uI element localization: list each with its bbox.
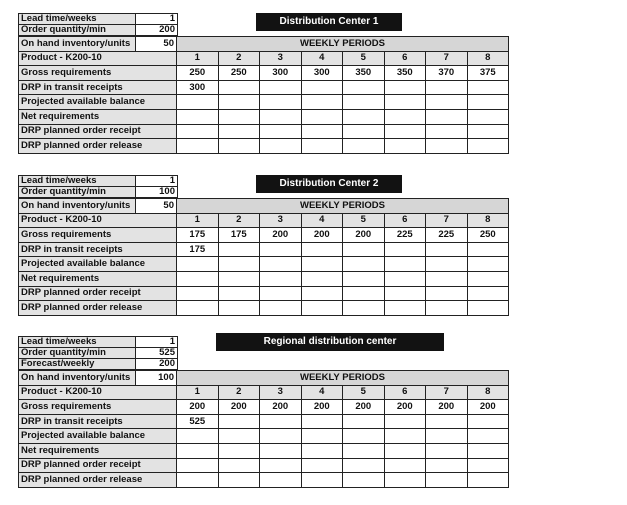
period-number: 8 — [467, 213, 509, 228]
table-cell[interactable]: 300 — [177, 80, 219, 95]
parameter-value: 525 — [136, 348, 178, 359]
table-cell[interactable] — [426, 458, 468, 473]
table-cell[interactable] — [177, 257, 219, 272]
table-row — [19, 124, 509, 139]
dc2-parameters-table — [18, 175, 178, 198]
row-label: DRP in transit receipts — [19, 414, 177, 429]
table-cell[interactable]: 250 — [467, 228, 509, 243]
table-cell[interactable] — [301, 473, 343, 488]
table-cell[interactable] — [218, 80, 260, 95]
table-cell[interactable] — [426, 443, 468, 458]
table-cell[interactable]: 300 — [301, 66, 343, 81]
dc1-drp-table — [18, 36, 509, 154]
table-cell[interactable] — [177, 124, 219, 139]
table-cell[interactable] — [260, 139, 302, 154]
dc1-title-badge: Distribution Center 1 — [256, 13, 402, 31]
table-cell[interactable] — [301, 124, 343, 139]
table-cell[interactable] — [426, 139, 468, 154]
table-cell[interactable]: 200 — [426, 400, 468, 415]
table-cell[interactable] — [301, 286, 343, 301]
period-number: 4 — [301, 213, 343, 228]
table-cell[interactable] — [384, 286, 426, 301]
row-label: Net requirements — [19, 271, 177, 286]
table-cell[interactable] — [343, 257, 385, 272]
product-row — [19, 385, 509, 400]
period-number: 6 — [384, 385, 426, 400]
table-cell[interactable] — [384, 473, 426, 488]
row-label: Gross requirements — [19, 228, 177, 243]
table-row — [19, 228, 509, 243]
period-number: 2 — [218, 385, 260, 400]
table-cell[interactable] — [467, 458, 509, 473]
on-hand-row — [19, 371, 509, 386]
row-label: DRP planned order release — [19, 139, 177, 154]
table-cell[interactable]: 200 — [343, 228, 385, 243]
table-cell[interactable] — [260, 257, 302, 272]
table-cell[interactable]: 175 — [177, 242, 219, 257]
table-cell[interactable]: 200 — [218, 400, 260, 415]
table-cell[interactable] — [218, 124, 260, 139]
parameter-row — [19, 14, 178, 25]
table-cell[interactable]: 200 — [177, 400, 219, 415]
table-cell[interactable]: 200 — [343, 400, 385, 415]
period-number: 1 — [177, 213, 219, 228]
table-row — [19, 286, 509, 301]
table-cell[interactable] — [218, 286, 260, 301]
product-label: Product - K200-10 — [19, 51, 177, 66]
table-cell[interactable] — [384, 139, 426, 154]
row-label: Projected available balance — [19, 257, 177, 272]
period-number: 1 — [177, 385, 219, 400]
on-hand-row — [19, 199, 509, 214]
period-number: 2 — [218, 51, 260, 66]
rdc-drp-table — [18, 370, 509, 488]
dc1-section — [18, 13, 508, 154]
period-number: 1 — [177, 51, 219, 66]
period-number: 3 — [260, 51, 302, 66]
table-cell[interactable] — [384, 80, 426, 95]
table-cell[interactable] — [260, 301, 302, 316]
on-hand-value: 50 — [136, 37, 177, 52]
table-cell[interactable] — [301, 80, 343, 95]
table-cell[interactable] — [301, 257, 343, 272]
table-cell[interactable] — [177, 458, 219, 473]
table-cell[interactable] — [260, 80, 302, 95]
table-cell[interactable] — [218, 95, 260, 110]
table-cell[interactable]: 250 — [177, 66, 219, 81]
table-cell[interactable] — [467, 242, 509, 257]
table-cell[interactable] — [260, 443, 302, 458]
table-cell[interactable] — [467, 443, 509, 458]
parameter-label: Forecast/weekly — [19, 359, 136, 370]
table-cell[interactable] — [218, 429, 260, 444]
table-cell[interactable] — [426, 109, 468, 124]
parameter-value: 1 — [136, 14, 178, 25]
dc2-title-badge: Distribution Center 2 — [256, 175, 402, 193]
table-cell[interactable] — [218, 242, 260, 257]
table-cell[interactable] — [218, 139, 260, 154]
table-cell[interactable] — [384, 414, 426, 429]
table-cell[interactable] — [177, 109, 219, 124]
table-cell[interactable] — [343, 271, 385, 286]
table-cell[interactable] — [426, 80, 468, 95]
table-cell[interactable] — [467, 414, 509, 429]
table-row — [19, 66, 509, 81]
on-hand-label: On hand inventory/units — [19, 371, 136, 386]
table-cell[interactable] — [301, 429, 343, 444]
period-number: 7 — [426, 213, 468, 228]
table-cell[interactable] — [467, 109, 509, 124]
table-cell[interactable] — [343, 301, 385, 316]
table-cell[interactable] — [218, 458, 260, 473]
table-cell[interactable] — [260, 473, 302, 488]
table-cell[interactable] — [301, 95, 343, 110]
product-row — [19, 51, 509, 66]
table-cell[interactable]: 225 — [384, 228, 426, 243]
table-cell[interactable] — [260, 429, 302, 444]
table-cell[interactable] — [177, 286, 219, 301]
table-cell[interactable] — [467, 473, 509, 488]
table-cell[interactable] — [343, 458, 385, 473]
table-cell[interactable] — [301, 271, 343, 286]
parameter-label: Order quantity/min — [19, 348, 136, 359]
table-cell[interactable]: 200 — [384, 400, 426, 415]
table-row — [19, 301, 509, 316]
parameter-row — [19, 25, 178, 36]
row-label: Net requirements — [19, 443, 177, 458]
period-number: 6 — [384, 213, 426, 228]
on-hand-row — [19, 37, 509, 52]
table-cell[interactable] — [260, 271, 302, 286]
table-row — [19, 429, 509, 444]
product-label: Product - K200-10 — [19, 213, 177, 228]
table-cell[interactable]: 525 — [177, 414, 219, 429]
table-cell[interactable] — [384, 124, 426, 139]
table-row — [19, 139, 509, 154]
table-cell[interactable] — [343, 286, 385, 301]
table-row — [19, 242, 509, 257]
table-cell[interactable] — [426, 286, 468, 301]
rdc-section — [18, 336, 508, 488]
parameter-row — [19, 187, 178, 198]
table-cell[interactable] — [343, 443, 385, 458]
row-label: DRP planned order release — [19, 301, 177, 316]
dc2-section — [18, 175, 508, 316]
weekly-periods-header: WEEKLY PERIODS — [177, 199, 509, 214]
table-cell[interactable] — [384, 429, 426, 444]
table-cell[interactable]: 200 — [301, 228, 343, 243]
parameter-value: 1 — [136, 337, 178, 348]
table-cell[interactable]: 200 — [301, 400, 343, 415]
parameter-label: Lead time/weeks — [19, 14, 136, 25]
table-cell[interactable] — [177, 139, 219, 154]
table-cell[interactable] — [343, 80, 385, 95]
row-label: Projected available balance — [19, 429, 177, 444]
table-cell[interactable] — [260, 286, 302, 301]
table-cell[interactable]: 175 — [218, 228, 260, 243]
parameter-value: 100 — [136, 187, 178, 198]
table-cell[interactable]: 350 — [343, 66, 385, 81]
table-row — [19, 109, 509, 124]
row-label: Projected available balance — [19, 95, 177, 110]
table-cell[interactable]: 175 — [177, 228, 219, 243]
table-cell[interactable] — [301, 242, 343, 257]
table-cell[interactable] — [467, 271, 509, 286]
parameter-value: 1 — [136, 176, 178, 187]
parameter-row — [19, 176, 178, 187]
table-cell[interactable]: 370 — [426, 66, 468, 81]
period-number: 5 — [343, 213, 385, 228]
table-cell[interactable] — [343, 242, 385, 257]
weekly-periods-header: WEEKLY PERIODS — [177, 37, 509, 52]
table-cell[interactable] — [467, 95, 509, 110]
table-cell[interactable] — [260, 414, 302, 429]
table-row — [19, 271, 509, 286]
table-cell[interactable] — [260, 109, 302, 124]
period-number: 4 — [301, 51, 343, 66]
table-cell[interactable] — [260, 242, 302, 257]
table-cell[interactable]: 225 — [426, 228, 468, 243]
period-number: 5 — [343, 51, 385, 66]
table-row — [19, 458, 509, 473]
table-cell[interactable] — [301, 414, 343, 429]
table-cell[interactable] — [426, 242, 468, 257]
parameter-label: Order quantity/min — [19, 25, 136, 36]
table-cell[interactable] — [426, 271, 468, 286]
period-number: 7 — [426, 51, 468, 66]
parameter-label: Lead time/weeks — [19, 337, 136, 348]
table-cell[interactable] — [467, 124, 509, 139]
period-number: 5 — [343, 385, 385, 400]
table-cell[interactable] — [301, 458, 343, 473]
row-label: DRP in transit receipts — [19, 80, 177, 95]
row-label: DRP planned order release — [19, 473, 177, 488]
table-cell[interactable] — [426, 301, 468, 316]
row-label: DRP planned order receipt — [19, 124, 177, 139]
table-cell[interactable] — [384, 458, 426, 473]
parameter-value: 200 — [136, 359, 178, 370]
table-cell[interactable] — [384, 271, 426, 286]
rdc-parameters-table — [18, 336, 178, 370]
period-number: 6 — [384, 51, 426, 66]
table-cell[interactable] — [467, 286, 509, 301]
table-cell[interactable] — [177, 473, 219, 488]
table-cell[interactable]: 375 — [467, 66, 509, 81]
table-cell[interactable] — [260, 124, 302, 139]
table-row — [19, 95, 509, 110]
table-cell[interactable] — [218, 443, 260, 458]
table-cell[interactable] — [177, 271, 219, 286]
table-cell[interactable] — [384, 443, 426, 458]
table-cell[interactable] — [343, 124, 385, 139]
table-cell[interactable]: 300 — [260, 66, 302, 81]
table-cell[interactable] — [218, 301, 260, 316]
table-cell[interactable] — [177, 95, 219, 110]
table-cell[interactable] — [218, 414, 260, 429]
table-cell[interactable] — [467, 139, 509, 154]
table-cell[interactable] — [343, 414, 385, 429]
table-cell[interactable] — [177, 429, 219, 444]
table-row — [19, 473, 509, 488]
on-hand-value: 50 — [136, 199, 177, 214]
row-label: Net requirements — [19, 109, 177, 124]
table-cell[interactable] — [467, 257, 509, 272]
period-number: 3 — [260, 385, 302, 400]
table-cell[interactable] — [343, 429, 385, 444]
table-row — [19, 443, 509, 458]
row-label: DRP planned order receipt — [19, 286, 177, 301]
table-cell[interactable] — [343, 139, 385, 154]
table-cell[interactable] — [467, 301, 509, 316]
table-cell[interactable] — [384, 242, 426, 257]
dc1-parameters-table — [18, 13, 178, 36]
table-row — [19, 257, 509, 272]
table-cell[interactable] — [467, 80, 509, 95]
table-row — [19, 400, 509, 415]
period-number: 2 — [218, 213, 260, 228]
table-cell[interactable] — [218, 109, 260, 124]
parameter-row — [19, 359, 178, 370]
period-number: 8 — [467, 385, 509, 400]
on-hand-value: 100 — [136, 371, 177, 386]
table-cell[interactable] — [426, 257, 468, 272]
table-cell[interactable] — [177, 443, 219, 458]
table-cell[interactable]: 250 — [218, 66, 260, 81]
table-cell[interactable] — [384, 301, 426, 316]
table-cell[interactable] — [260, 95, 302, 110]
table-cell[interactable] — [177, 301, 219, 316]
table-cell[interactable] — [384, 109, 426, 124]
table-cell[interactable] — [343, 473, 385, 488]
product-row — [19, 213, 509, 228]
table-cell[interactable]: 200 — [260, 228, 302, 243]
table-cell[interactable] — [426, 473, 468, 488]
table-cell[interactable] — [343, 109, 385, 124]
table-cell[interactable] — [384, 257, 426, 272]
row-label: DRP planned order receipt — [19, 458, 177, 473]
table-cell[interactable] — [301, 109, 343, 124]
parameter-row — [19, 337, 178, 348]
on-hand-label: On hand inventory/units — [19, 37, 136, 52]
row-label: Gross requirements — [19, 400, 177, 415]
product-label: Product - K200-10 — [19, 385, 177, 400]
table-cell[interactable] — [301, 443, 343, 458]
period-number: 8 — [467, 51, 509, 66]
table-cell[interactable] — [218, 257, 260, 272]
dc2-drp-table — [18, 198, 509, 316]
row-label: Gross requirements — [19, 66, 177, 81]
table-cell[interactable] — [301, 301, 343, 316]
table-cell[interactable] — [384, 95, 426, 110]
table-cell[interactable] — [343, 95, 385, 110]
table-cell[interactable] — [467, 429, 509, 444]
rdc-title-badge: Regional distribution center — [216, 333, 444, 351]
weekly-periods-header: WEEKLY PERIODS — [177, 371, 509, 386]
table-cell[interactable]: 200 — [260, 400, 302, 415]
parameter-row — [19, 348, 178, 359]
period-number: 7 — [426, 385, 468, 400]
table-cell[interactable] — [426, 124, 468, 139]
table-row — [19, 80, 509, 95]
on-hand-label: On hand inventory/units — [19, 199, 136, 214]
table-cell[interactable] — [426, 414, 468, 429]
table-cell[interactable] — [260, 458, 302, 473]
period-number: 3 — [260, 213, 302, 228]
table-cell[interactable]: 350 — [384, 66, 426, 81]
table-cell[interactable] — [426, 95, 468, 110]
parameter-label: Lead time/weeks — [19, 176, 136, 187]
table-cell[interactable] — [426, 429, 468, 444]
table-cell[interactable] — [218, 473, 260, 488]
row-label: DRP in transit receipts — [19, 242, 177, 257]
parameter-label: Order quantity/min — [19, 187, 136, 198]
table-cell[interactable] — [218, 271, 260, 286]
table-cell[interactable] — [301, 139, 343, 154]
table-row — [19, 414, 509, 429]
parameter-value: 200 — [136, 25, 178, 36]
period-number: 4 — [301, 385, 343, 400]
table-cell[interactable]: 200 — [467, 400, 509, 415]
